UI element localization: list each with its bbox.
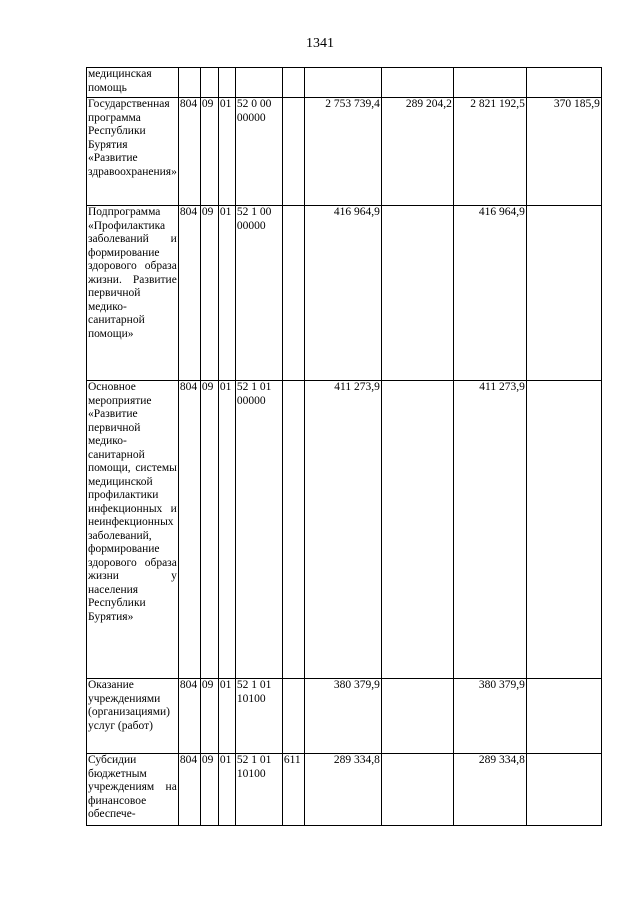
section-code: 09: [200, 206, 218, 381]
change-2021: 370 185,9: [526, 98, 601, 206]
change-2021: [526, 206, 601, 381]
ministry-code: 804: [178, 98, 200, 206]
table-row: [87, 381, 602, 679]
subsection-code: 01: [218, 679, 235, 754]
table-row: [87, 98, 602, 206]
change-2021: [526, 381, 601, 679]
expense-type-code: [282, 679, 304, 754]
change-2020: [381, 679, 453, 754]
ministry-code: 804: [178, 754, 200, 826]
ministry-code: 804: [178, 381, 200, 679]
table-row: [87, 679, 602, 754]
row-name: Подпрограмма «Профилактика заболеваний и формирование здорового образа жизни. Развитие первичной медико-санитарной помощи»: [87, 206, 179, 381]
subsection-code: [218, 68, 235, 98]
change-2020: [381, 381, 453, 679]
section-code: 09: [200, 381, 218, 679]
change-2021: [526, 68, 601, 98]
ministry-code: 804: [178, 679, 200, 754]
amount-2020: 2 753 739,4: [304, 98, 381, 206]
change-2020: [381, 754, 453, 826]
change-2020: [381, 206, 453, 381]
amount-2020-total: 416 964,9: [453, 206, 526, 381]
subsection-code: 01: [218, 754, 235, 826]
change-2020: 289 204,2: [381, 98, 453, 206]
change-2020: [381, 68, 453, 98]
row-name: Субсидии бюджетным учреждениям на финансовое обеспече-: [87, 754, 179, 826]
amount-2020: [304, 68, 381, 98]
target-article-code: 52 1 01 10100: [235, 679, 282, 754]
amount-2020-total: 380 379,9: [453, 679, 526, 754]
budget-table: [86, 67, 602, 826]
expense-type-code: [282, 68, 304, 98]
ministry-code: 804: [178, 206, 200, 381]
page-number: 1341: [306, 36, 334, 51]
amount-2020: 380 379,9: [304, 679, 381, 754]
expense-type-code: 611: [282, 754, 304, 826]
target-article-code: 52 1 01 00000: [235, 381, 282, 679]
section-code: [200, 68, 218, 98]
ministry-code: [178, 68, 200, 98]
subsection-code: 01: [218, 98, 235, 206]
row-name: Оказание учреждениями (организациями) услуг (работ): [87, 679, 179, 754]
expense-type-code: [282, 98, 304, 206]
expense-type-code: [282, 206, 304, 381]
subsection-code: 01: [218, 206, 235, 381]
target-article-code: 52 1 00 00000: [235, 206, 282, 381]
amount-2020: 289 334,8: [304, 754, 381, 826]
row-name: Государственная программа Республики Бурятия «Развитие здравоохранения»: [87, 98, 179, 206]
target-article-code: 52 0 00 00000: [235, 98, 282, 206]
row-name: Основное мероприятие «Развитие первичной медико-санитарной помощи, системы медицинской профилактики инфекционных и неинфекционных заболеваний, формирование здорового образа жизни у населения Республики Бурятия»: [87, 381, 179, 679]
target-article-code: [235, 68, 282, 98]
amount-2020-total: [453, 68, 526, 98]
subsection-code: 01: [218, 381, 235, 679]
expense-type-code: [282, 381, 304, 679]
change-2021: [526, 679, 601, 754]
amount-2020-total: 2 821 192,5: [453, 98, 526, 206]
target-article-code: 52 1 01 10100: [235, 754, 282, 826]
table-row: [87, 754, 602, 826]
table-row: [87, 68, 602, 98]
change-2021: [526, 754, 601, 826]
amount-2020-total: 289 334,8: [453, 754, 526, 826]
section-code: 09: [200, 754, 218, 826]
amount-2020: 411 273,9: [304, 381, 381, 679]
table-row: [87, 206, 602, 381]
amount-2020-total: 411 273,9: [453, 381, 526, 679]
amount-2020: 416 964,9: [304, 206, 381, 381]
row-name: медицинская помощь: [87, 68, 179, 98]
section-code: 09: [200, 98, 218, 206]
section-code: 09: [200, 679, 218, 754]
